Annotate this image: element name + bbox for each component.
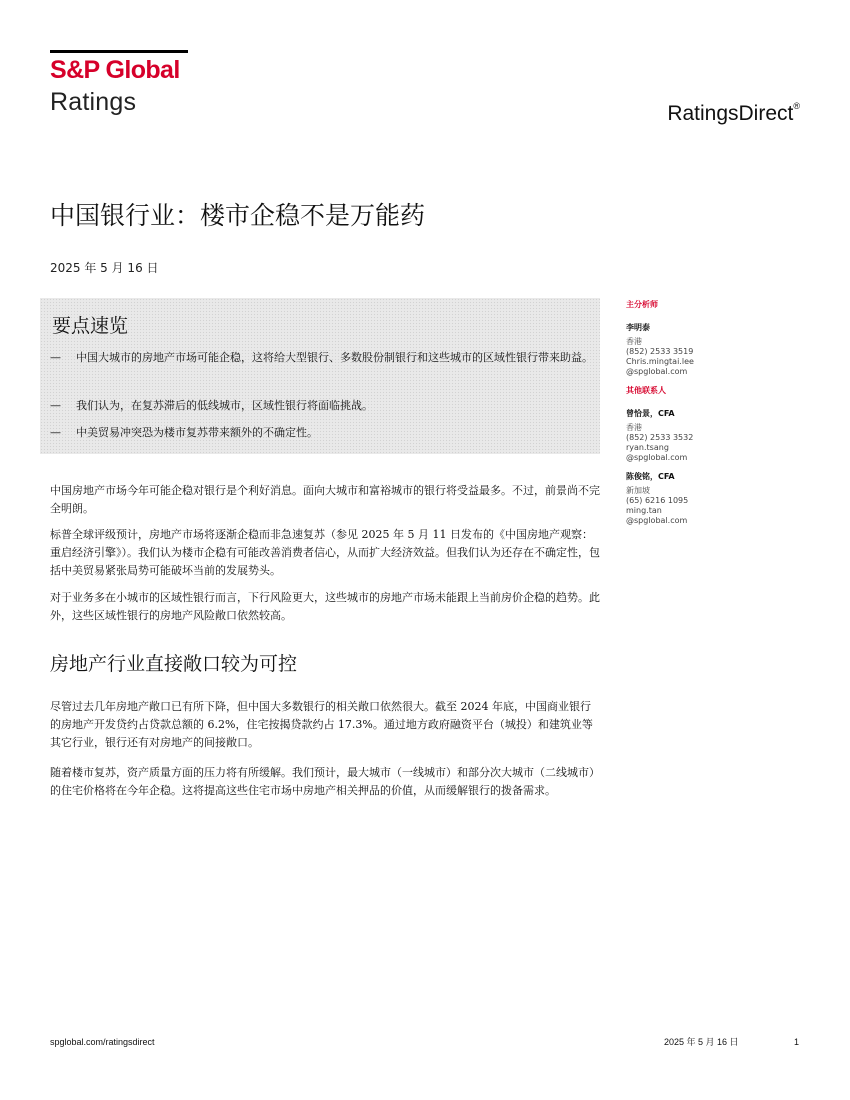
contact-phone: (65) 6216 1095 (626, 496, 689, 505)
analyst-location: 香港 (626, 337, 642, 346)
body-paragraph: 标普全球评级预计，房地产市场将逐渐企稳而非急速复苏（参见 2025 年 5 月 11 日发布的《中国房地产观察：重启经济引擎》）。我们认为楼市企稳有可能改善消费者信心，从而扩大经济效益。但我们认为还存在不确定性，包括中美贸易紧张局势可能破坏当前的发展势头。 (50, 528, 600, 577)
footer-date: 2025 年 5 月 16 日 (664, 1037, 739, 1047)
ratings-logo-text: Ratings (50, 88, 137, 116)
body-paragraph: 尽管过去几年房地产敞口已有所下降，但中国大多数银行的相关敞口依然很大。截至 2024 年底，中国商业银行的房地产开发贷约占贷款总额的 6.2%，住宅按揭贷款约占 17.3%。通过地方政府融资平台（城投）和建筑业等其它行业，银行还有对房地产的间接敞口。 (50, 700, 593, 749)
key-points-heading: 要点速览 (52, 315, 129, 337)
footer-url[interactable]: spglobal.com/ratingsdirect (50, 1037, 155, 1047)
body-paragraph: 随着楼市复苏，资产质量方面的压力将有所缓解。我们预计，最大城市（一线城市）和部分次大城市（二线城市）的住宅价格将在今年企稳。这将提高这些住宅市场中房地产相关押品的价值，从而缓解银行的拨备需求。 (50, 766, 600, 797)
analyst-email-domain[interactable]: @spglobal.com (626, 367, 688, 376)
contact-name: 曾恰景，CFA (626, 409, 675, 418)
contact-phone: (852) 2533 3532 (626, 433, 694, 442)
page-number: 1 (794, 1037, 800, 1047)
key-point-item (50, 349, 595, 367)
body-paragraph: 中国房地产市场今年可能企稳对银行是个利好消息。面向大城市和富裕城市的银行将受益最多。不过，前景尚不完全明朗。 (50, 484, 600, 515)
key-point-text: 中美贸易冲突恐为楼市复苏带来额外的不确定性。 (76, 426, 318, 439)
contact-location: 香港 (626, 423, 642, 432)
contact-email[interactable]: ryan.tsang (626, 443, 669, 452)
bullet-dash: — (50, 351, 61, 364)
page-title: 中国银行业：楼市企稳不是万能药 (50, 201, 426, 230)
contact-email-domain[interactable]: @spglobal.com (626, 453, 688, 462)
key-point-text: 我们认为，在复苏滞后的低线城市，区域性银行将面临挑战。 (76, 399, 373, 412)
analyst-name: 李明泰 (626, 323, 650, 332)
bullet-dash: — (50, 426, 61, 439)
analyst-phone: (852) 2533 3519 (626, 347, 694, 356)
other-contacts-label: 其他联系人 (626, 386, 666, 395)
analyst-sidebar (626, 299, 816, 526)
ratingsdirect-text: RatingsDirect (667, 102, 794, 125)
analyst-email[interactable]: Chris.mingtai.lee (626, 357, 694, 366)
publish-date: 2025 年 5 月 16 日 (50, 261, 159, 275)
logo-rule (50, 50, 188, 53)
key-point-item (50, 397, 595, 415)
bullet-dash: — (50, 399, 61, 412)
key-point-text: 中国大城市的房地产市场可能企稳，这将给大型银行、多数股份制银行和这些城市的区域性银行带来助益。 (76, 351, 593, 364)
section-heading: 房地产行业直接敞口较为可控 (50, 653, 298, 675)
key-point-item (50, 424, 595, 442)
sp-global-logo: S&P Global (50, 56, 180, 84)
contact-email-domain[interactable]: @spglobal.com (626, 516, 688, 525)
registered-mark: ® (793, 101, 800, 111)
ratingsdirect-wordmark (667, 96, 800, 127)
contact-email[interactable]: ming.tan (626, 506, 662, 515)
contact-name: 陈俊铭，CFA (626, 472, 675, 481)
body-paragraph: 对于业务多在小城市的区域性银行而言，下行风险更大，这些城市的房地产市场未能跟上当前房价企稳的趋势。此外，这些区域性银行的房地产风险敞口依然较高。 (50, 591, 600, 622)
primary-analyst-label: 主分析师 (626, 300, 658, 309)
contact-location: 新加坡 (626, 486, 650, 495)
